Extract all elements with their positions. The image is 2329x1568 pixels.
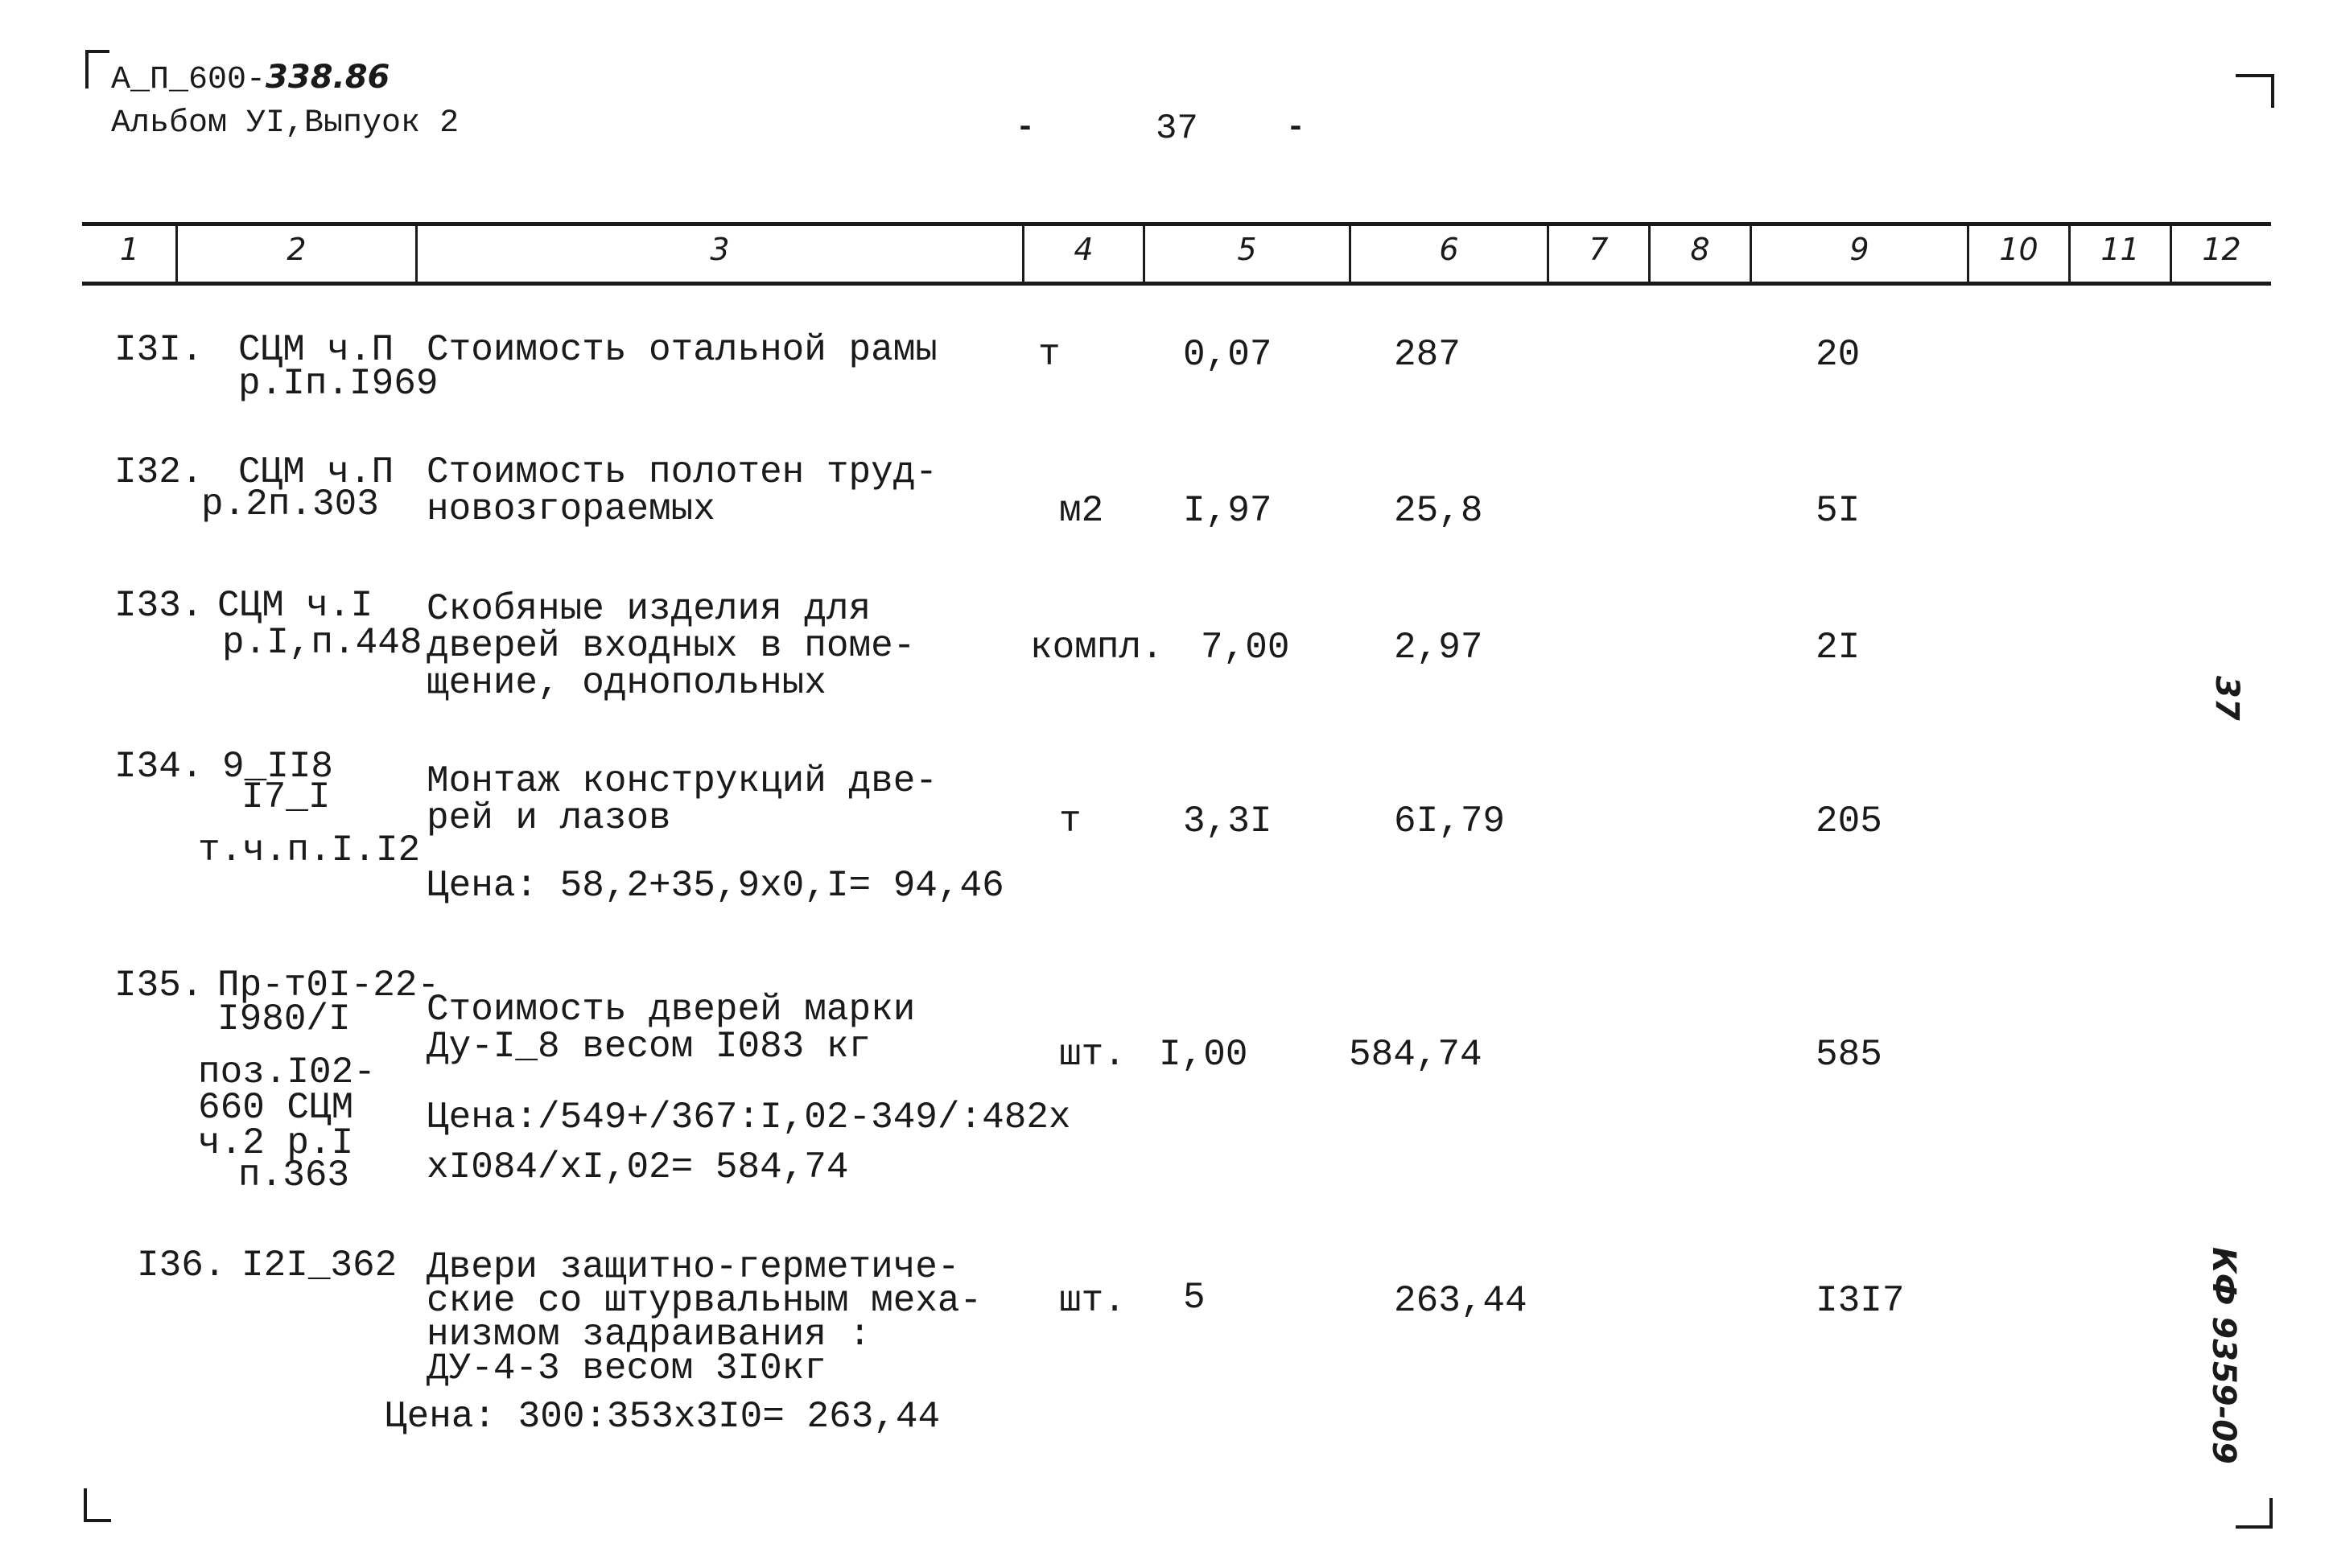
row-description: Двери защитно-герметиче-: [427, 1246, 960, 1288]
row-price-formula: хI084/хI,02= 584,74: [427, 1146, 849, 1188]
corner-mark-top-right: [2236, 74, 2274, 108]
row-description: Стоимость дверей марки: [427, 989, 916, 1031]
row-reference: р.Iп.I969: [238, 363, 439, 405]
column-number: 7: [1589, 232, 1609, 267]
row-reference: СЦМ ч.П: [238, 451, 394, 493]
row-quantity: I,97: [1183, 490, 1272, 532]
column-number: 12: [2202, 232, 2241, 267]
column-number: 6: [1439, 232, 1459, 267]
row-reference: поз.I02-: [198, 1052, 376, 1093]
page-dash-left: -: [1016, 110, 1036, 146]
row-description: Скобяные изделия для: [427, 588, 872, 630]
table-top-rule: [82, 222, 2271, 226]
page-number: 37: [1156, 109, 1198, 149]
margin-stamp-code: КФ 9359-09: [2205, 1247, 2242, 1464]
row-price: 263,44: [1394, 1280, 1527, 1322]
row-price-formula: Цена: 58,2+35,9х0,I= 94,46: [427, 865, 1004, 907]
row-reference: I980/I: [217, 998, 351, 1040]
row-description: ДУ-4-3 весом 3I0кг: [427, 1348, 826, 1389]
row-unit: т: [1059, 800, 1082, 842]
row-price: 6I,79: [1394, 800, 1506, 842]
row-price-formula: Цена:/549+/367:I,02-349/:482х: [427, 1097, 1071, 1138]
row-number: I35.: [114, 965, 204, 1006]
row-unit: шт.: [1059, 1280, 1126, 1322]
column-number: 8: [1690, 232, 1710, 267]
row-total: 205: [1816, 800, 1882, 842]
row-description: Монтаж конструкций две-: [427, 760, 938, 802]
column-number: 4: [1074, 232, 1094, 267]
row-quantity: 5: [1183, 1277, 1206, 1319]
row-number: I3I.: [114, 329, 204, 371]
column-number: 11: [2100, 232, 2140, 267]
row-unit: м2: [1059, 490, 1104, 532]
row-price: 25,8: [1394, 490, 1483, 532]
row-reference: п.363: [238, 1154, 350, 1196]
row-price: 2,97: [1394, 627, 1483, 669]
row-unit: т: [1038, 334, 1061, 376]
row-total: I3I7: [1816, 1280, 1905, 1322]
row-number: I34.: [114, 746, 204, 788]
row-description: щение, однопольных: [427, 662, 826, 704]
row-price: 584,74: [1349, 1034, 1482, 1076]
corner-mark-top-left: [85, 50, 109, 88]
row-unit: компл.: [1030, 627, 1164, 669]
row-description: рей и лазов: [427, 797, 671, 839]
row-reference: I2I_362: [241, 1245, 398, 1286]
row-description: Ду-I_8 весом I083 кг: [427, 1026, 872, 1068]
row-quantity: I,00: [1159, 1034, 1248, 1076]
row-quantity: 0,07: [1183, 334, 1272, 376]
corner-mark-bottom-left: [84, 1488, 111, 1522]
row-quantity: 3,3I: [1183, 800, 1272, 842]
row-total: 2I: [1816, 627, 1861, 669]
row-total: 20: [1816, 334, 1861, 376]
row-reference: 660 СЦМ: [198, 1087, 354, 1129]
table-header-bottom-rule: [82, 282, 2271, 286]
row-description: Стоимость отальной рамы: [427, 329, 938, 371]
column-number: 3: [710, 232, 730, 267]
page-dash-right: -: [1286, 110, 1306, 146]
row-reference: р.2п.303: [201, 484, 379, 525]
row-price: 287: [1394, 334, 1461, 376]
row-reference: Пр-т0I-22-: [217, 965, 440, 1006]
document-code-prefix: А_П_600-: [111, 62, 266, 98]
column-number: 10: [1999, 232, 2038, 267]
column-number: 1: [119, 232, 140, 267]
album-issue: Альбом УI,Выпуок 2: [111, 105, 460, 142]
corner-mark-bottom-right: [2236, 1498, 2273, 1529]
row-reference: т.ч.п.I.I2: [198, 829, 421, 871]
row-reference: ч.2 р.I: [198, 1122, 354, 1164]
row-reference: I7_I: [241, 776, 331, 818]
row-reference: 9_II8: [222, 746, 334, 788]
row-price-formula: Цена: 300:353х3I0= 263,44: [385, 1396, 941, 1438]
row-number: I32.: [114, 451, 204, 493]
column-number: 5: [1237, 232, 1257, 267]
margin-page-number: 37: [2208, 676, 2245, 721]
row-unit: шт.: [1059, 1034, 1126, 1076]
row-description: Стоимость полотен труд-: [427, 451, 938, 493]
document-code: [111, 60, 390, 98]
row-description: ские со штурвальным меха-: [427, 1280, 983, 1322]
row-number: I33.: [114, 585, 204, 627]
row-number: I36.: [137, 1245, 226, 1286]
row-reference: р.I,п.448: [222, 622, 423, 664]
row-reference: СЦМ ч.I: [217, 585, 373, 627]
row-description: новозгораемых: [427, 488, 715, 530]
row-description: низмом задраивания :: [427, 1314, 872, 1356]
document-code-handwritten: 338.86: [266, 59, 390, 96]
column-number: 9: [1849, 232, 1869, 267]
row-total: 585: [1816, 1034, 1882, 1076]
row-reference: СЦМ ч.П: [238, 329, 394, 371]
row-description: дверей входных в поме-: [427, 625, 916, 667]
row-quantity: 7,00: [1201, 627, 1290, 669]
column-number: 2: [286, 232, 307, 267]
row-total: 5I: [1816, 490, 1861, 532]
